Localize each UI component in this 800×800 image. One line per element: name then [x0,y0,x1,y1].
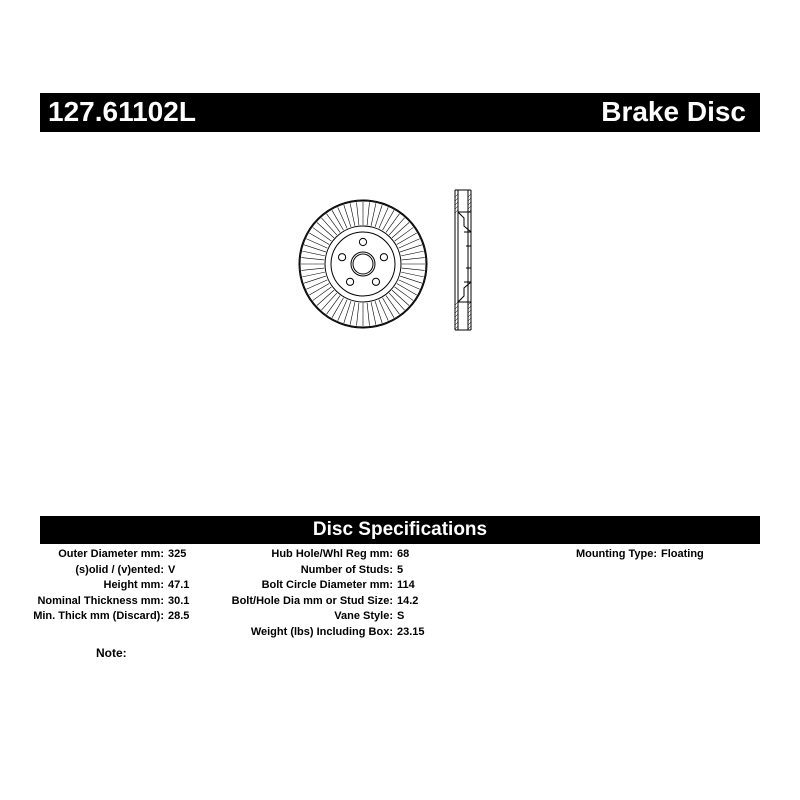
vane-line [309,233,329,245]
spec-label: Number of Studs: [300,563,393,576]
spec-value: 68 [397,548,410,560]
disc-front-view [299,200,427,328]
spec-value: 30.1 [168,594,190,607]
spec-label: Vane Style: [334,610,393,622]
vane-line [332,210,344,230]
part-type: Brake Disc [601,96,746,127]
vane-line [386,214,400,233]
vane-line [367,202,369,225]
spec-value: 14.2 [397,594,419,607]
spec-value: 5 [397,563,404,576]
vane-line [367,303,369,326]
spec-label: Mounting Type: [575,548,657,560]
vane-line [392,223,409,238]
vane-line [317,290,334,305]
vane-line [350,203,355,226]
vane-line [392,290,409,305]
vane-line [383,298,395,318]
spec-value: S [397,610,405,622]
vane-line [301,268,324,270]
spec-value: 47.1 [168,579,190,591]
vane-line [350,302,355,325]
spec-column-3 [0,548,704,564]
spec-label: Bolt/Hole Dia mm or Stud Size: [231,594,393,607]
vane-line [371,302,376,325]
vane-line [313,287,332,301]
stud-hole [338,254,345,261]
vane-line [309,284,329,296]
vane-line [389,293,404,310]
vane-line [317,223,334,238]
spec-row [0,595,425,611]
vane-line [402,258,425,260]
vane-line [327,296,341,315]
vane-line [302,251,325,256]
vane-line [389,218,404,235]
spec-row [0,548,704,564]
vane-line [313,228,332,242]
vane-line [332,298,344,318]
stud-holes [338,238,387,285]
vane-line [383,210,395,230]
profile-hatching [455,194,471,329]
vane-line [395,228,414,242]
spec-value: V [168,563,176,576]
stud-hole [346,278,353,285]
note-label: Note: [96,646,127,660]
vane-line [371,203,376,226]
spec-bar [40,516,760,544]
spec-label: Min. Thick mm (Discard): [33,610,164,622]
spec-value: 325 [168,548,187,560]
vane-line [397,284,417,296]
spec-title: Disc Specifications [312,519,488,540]
stud-hole [372,278,379,285]
spec-value: 114 [397,579,415,591]
spec-row [0,564,425,580]
spec-row [0,579,425,595]
stud-hole [359,238,366,245]
spec-label: Hub Hole/Whl Reg mm: [271,548,393,560]
vane-line [386,296,400,315]
vane-line [322,293,337,310]
disc-side-profile [455,190,471,330]
spec-value: 28.5 [168,610,190,622]
spec-label: Weight (lbs) Including Box: [250,625,393,638]
vane-line [357,303,359,326]
vane-line [322,218,337,235]
vane-line [401,272,424,277]
stud-hole [380,254,387,261]
spec-value: 23.15 [397,625,425,638]
part-number: 127.61102L [48,96,196,127]
vane-line [401,251,424,256]
spec-label: (s)olid / (v)ented: [75,563,164,576]
spec-label: Outer Diameter mm: [58,548,164,560]
spec-label: Height mm: [103,579,164,591]
vane-line [301,258,324,260]
vane-line [302,272,325,277]
vane-line [395,287,414,301]
spec-value: Floating [661,548,704,560]
vane-line [357,202,359,225]
spec-row [0,610,425,626]
cooling-vanes [301,202,425,326]
vane-line [402,268,425,270]
vane-line [327,214,341,233]
spec-label: Bolt Circle Diameter mm: [261,579,393,591]
spec-row [0,626,425,642]
vane-line [397,233,417,245]
spec-label: Nominal Thickness mm: [37,594,164,607]
